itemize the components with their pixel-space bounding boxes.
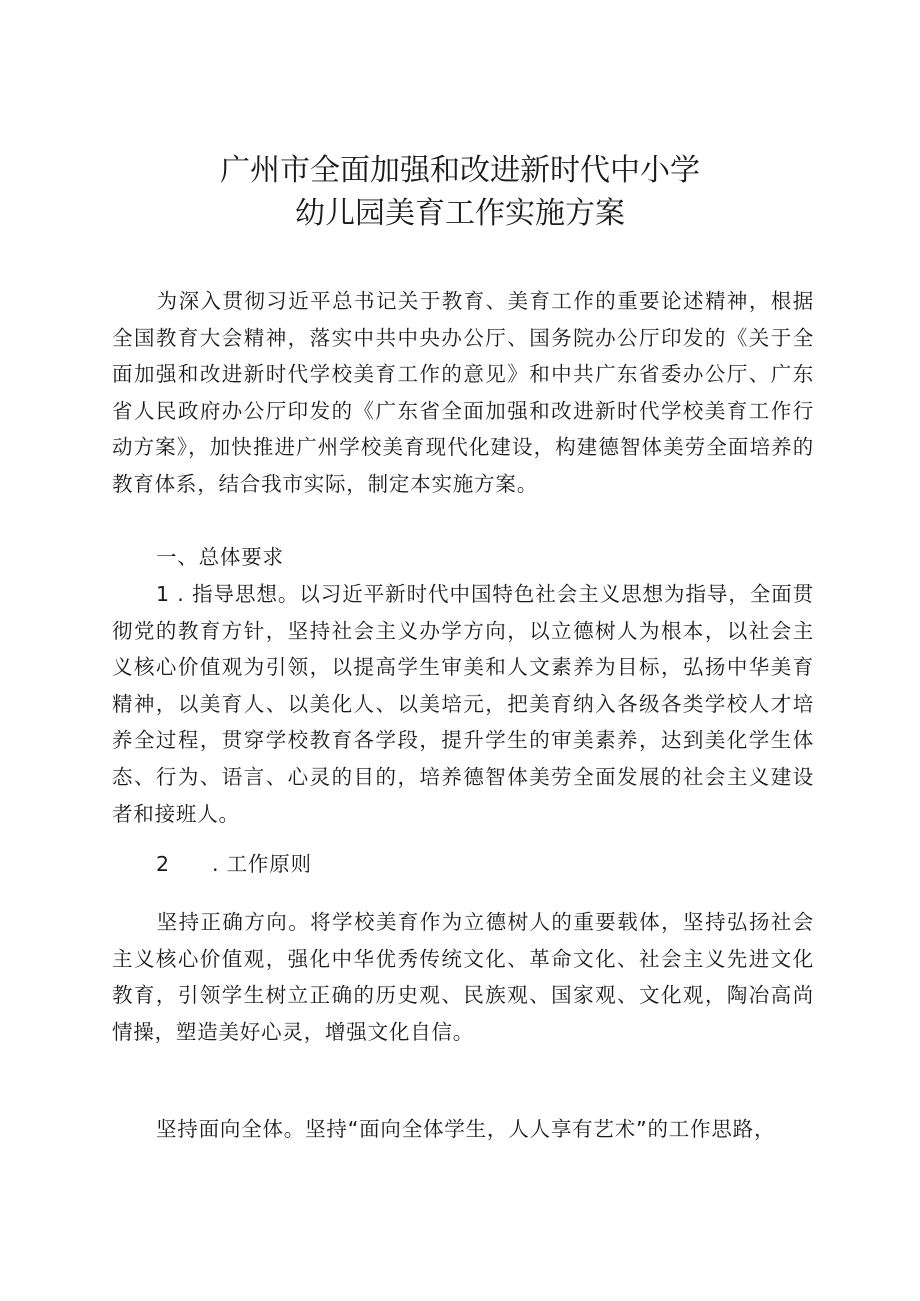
correct-direction-text: 坚持正确方向。将学校美育作为立德树人的重要载体，坚持弘扬社会主义核心价值观，强化中华优秀传统文化、革命文化、社会主义先进文化教育，引领学生树立正确的历史观、民族观、国家观、文化观，陶冶高尚情操，塑造美好心灵，增强文化自信。 xyxy=(112,910,814,1044)
document-title-line-1: 广州市全面加强和改进新时代中小学 xyxy=(220,153,700,188)
section-heading-general-requirements: 一、总体要求 xyxy=(156,545,284,569)
principle-label: . 工作原则 xyxy=(212,852,312,876)
guiding-thought-text: 1 . 指导思想。以习近平新时代中国特色社会主义思想为指导，全面贯彻党的教育方针，坚持社会主义办学方向，以立德树人为根本，以社会主义核心价值观为引领，以提高学生审美和人文素养为目标，弘扬中华美育精神，以美育人、以美化人、以美培元，把美育纳入各级各类学校人才培养全过程，贯穿学校教育各学段，提升学生的审美素养，达到美化学生体态、行为、语言、心灵的目的，培养德智体美劳全面发展的社会主义建设者和接班人。 xyxy=(112,582,814,826)
facing-all-paragraph xyxy=(112,1111,814,1148)
intro-paragraph xyxy=(112,283,814,503)
section-heading-work-principles xyxy=(156,846,556,883)
document-title-line-2: 幼儿园美育工作实施方案 xyxy=(295,196,625,231)
principle-number: 2 xyxy=(156,852,170,876)
guiding-thought-paragraph xyxy=(112,576,814,832)
facing-all-text: 坚持面向全体。坚持“面向全体学生，人人享有艺术”的工作思路， xyxy=(156,1117,776,1141)
intro-text: 为深入贯彻习近平总书记关于教育、美育工作的重要论述精神，根据全国教育大会精神，落实中共中央办公厅、国务院办公厅印发的《关于全面加强和改进新时代学校美育工作的意见》和中共广东省委办公厅、广东省人民政府办公厅印发的《广东省全面加强和改进新时代学校美育工作行动方案》，加快推进广州学校美育现代化建设，构建德智体美劳全面培养的教育体系，结合我市实际，制定本实施方案。 xyxy=(112,289,814,496)
correct-direction-paragraph xyxy=(112,904,814,1050)
